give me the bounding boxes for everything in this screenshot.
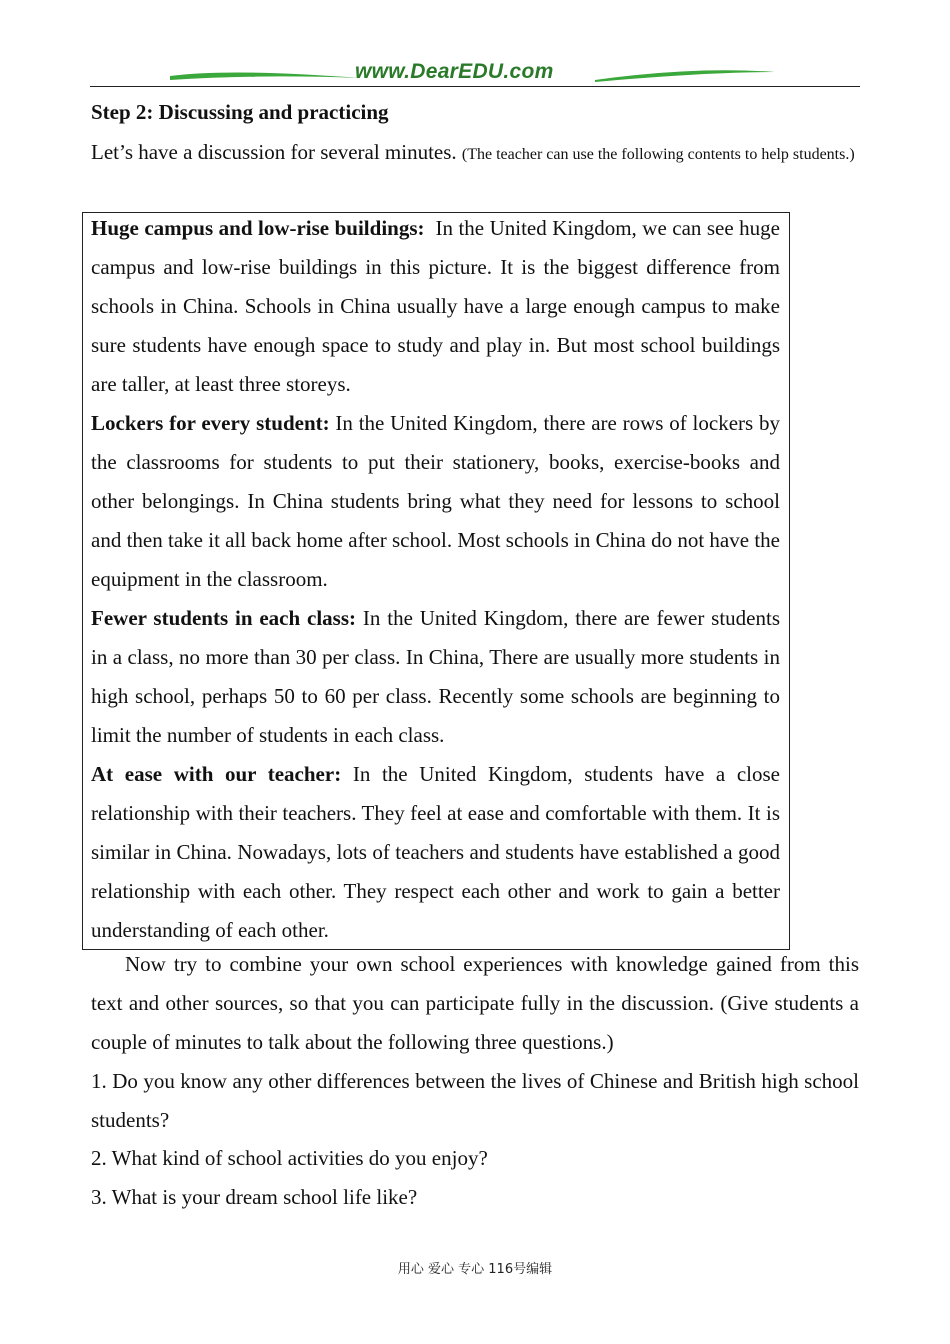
page-header [90, 62, 860, 90]
content-item-text: In the United Kingdom, there are rows of lockers by the classrooms for students to put their stationery, books, exercise-books and other belongings. In China students bring what they need for lessons to school and then take it all back home after school. Most schools in China do not have the equipment in the classroom. [91, 411, 780, 591]
site-logo-text: www.DearEDU.com [355, 60, 554, 83]
content-item-text: In the United Kingdom, we can see huge campus and low-rise buildings in this picture. It is the biggest difference from schools in China. Schools in China usually have a large enough campus to make sure students have enough space to study and play in. But most school buildings are taller, at least three storeys. [91, 216, 780, 396]
content-item [91, 599, 780, 755]
discussion-content [91, 209, 780, 950]
content-item [91, 209, 780, 404]
content-item [91, 755, 780, 950]
content-item-heading: Huge campus and low-rise buildings: [91, 216, 425, 240]
question-item: 3. What is your dream school life like? [91, 1185, 418, 1209]
content-item-heading: Fewer students in each class: [91, 606, 357, 630]
green-swoosh-left-icon [170, 68, 360, 84]
content-item-heading: At ease with our teacher: [91, 762, 342, 786]
header-rule [90, 86, 860, 87]
content-item-heading: Lockers for every student: [91, 411, 330, 435]
content-item-text: In the United Kingdom, students have a close relationship with their teachers. They feel at ease and comfortable with them. It is similar in China. Nowadays, lots of teachers and students have established a good relationship with each other. They respect each other and work to gain a better understanding of each other. [91, 762, 781, 942]
intro-paragraph [91, 133, 859, 174]
discussion-content-box [82, 212, 790, 950]
content-item-text: In the United Kingdom, there are fewer students in a class, no more than 30 per class. In China, There are usually more students in high school, perhaps 50 to 60 per class. Recently some schools are beginning to limit the number of students in each class. [91, 606, 781, 747]
green-swoosh-right-icon [595, 68, 775, 84]
question-item: 2. What kind of school activities do you enjoy? [91, 1146, 488, 1170]
question-item: 1. Do you know any other differences between the lives of Chinese and British high school students? [91, 1069, 859, 1132]
content-item [91, 404, 780, 599]
instruction-paragraph: Now try to combine your own school experiences with knowledge gained from this text and other sources, so that you can participate fully in the discussion. (Give students a couple of minutes to talk about the following three questions.) [91, 952, 859, 1054]
step-title: Step 2: Discussing and practicing [91, 100, 389, 124]
intro-main-text: Let’s have a discussion for several minutes. [91, 140, 457, 164]
page-footer: 用心 爱心 专心 116号编辑 [397, 1262, 553, 1277]
intro-note-text: (The teacher can use the following contents to help students.) [461, 146, 855, 163]
